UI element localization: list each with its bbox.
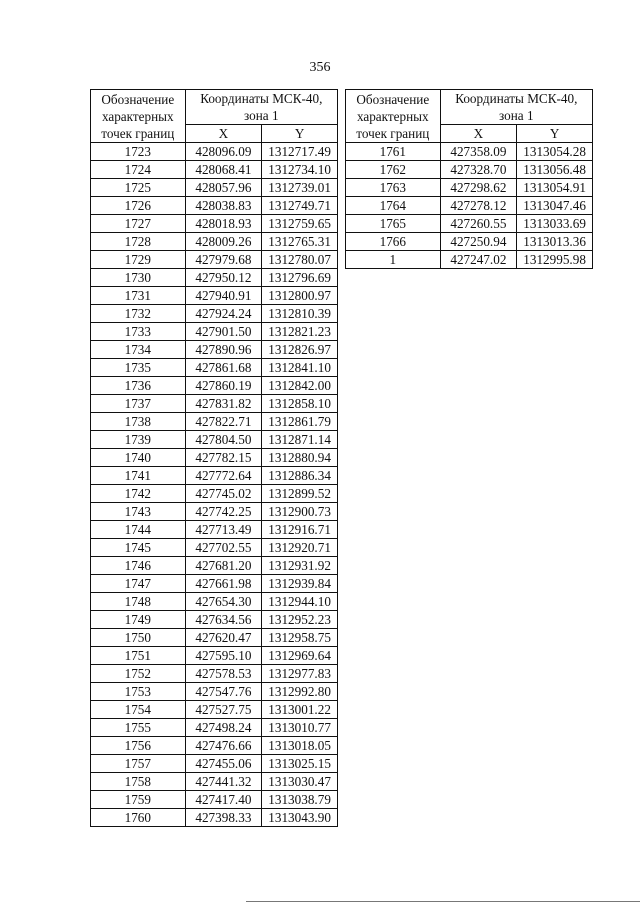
point-id-cell: 1761 <box>346 143 441 161</box>
x-coordinate-cell: 427681.20 <box>185 557 262 575</box>
point-id-cell: 1751 <box>91 647 186 665</box>
table-row <box>91 377 338 395</box>
table-row <box>91 323 338 341</box>
y-coordinate-cell: 1312969.64 <box>262 647 338 665</box>
point-id-cell: 1753 <box>91 683 186 701</box>
y-coordinate-cell: 1312861.79 <box>262 413 338 431</box>
y-coordinate-cell: 1312800.97 <box>262 287 338 305</box>
table-row <box>346 251 593 269</box>
point-id-cell: 1744 <box>91 521 186 539</box>
y-coordinate-cell: 1312739.01 <box>262 179 338 197</box>
table-row <box>91 305 338 323</box>
y-coordinate-cell: 1312826.97 <box>262 341 338 359</box>
table-row <box>91 431 338 449</box>
table-row <box>91 359 338 377</box>
table-row <box>346 143 593 161</box>
header-id-line: Обозначение <box>356 91 430 107</box>
point-id-cell: 1727 <box>91 215 186 233</box>
point-id-cell: 1732 <box>91 305 186 323</box>
point-id-cell: 1747 <box>91 575 186 593</box>
y-coordinate-cell: 1313033.69 <box>517 215 593 233</box>
point-id-cell: 1746 <box>91 557 186 575</box>
coordinates-table-right <box>345 89 593 269</box>
y-coordinate-cell: 1313001.22 <box>262 701 338 719</box>
header-coordinates-group <box>185 90 337 125</box>
x-coordinate-cell: 428057.96 <box>185 179 262 197</box>
table-row <box>91 233 338 251</box>
point-id-cell: 1763 <box>346 179 441 197</box>
table-row <box>91 719 338 737</box>
point-id-cell: 1725 <box>91 179 186 197</box>
y-coordinate-cell: 1312899.52 <box>262 485 338 503</box>
point-id-cell: 1726 <box>91 197 186 215</box>
header-group-line: зона 1 <box>244 108 279 123</box>
y-coordinate-cell: 1312977.83 <box>262 665 338 683</box>
table-row <box>91 611 338 629</box>
x-coordinate-cell: 427547.76 <box>185 683 262 701</box>
y-coordinate-cell: 1312944.10 <box>262 593 338 611</box>
x-coordinate-cell: 427742.25 <box>185 503 262 521</box>
table-row <box>91 791 338 809</box>
x-coordinate-cell: 427822.71 <box>185 413 262 431</box>
x-coordinate-cell: 427476.66 <box>185 737 262 755</box>
table-row <box>91 413 338 431</box>
x-coordinate-cell: 427950.12 <box>185 269 262 287</box>
table-row <box>91 503 338 521</box>
x-coordinate-cell: 427298.62 <box>440 179 517 197</box>
y-coordinate-cell: 1312920.71 <box>262 539 338 557</box>
x-coordinate-cell: 427578.53 <box>185 665 262 683</box>
point-id-cell: 1729 <box>91 251 186 269</box>
table-row <box>346 215 593 233</box>
point-id-cell: 1724 <box>91 161 186 179</box>
table-row <box>346 161 593 179</box>
x-coordinate-cell: 427247.02 <box>440 251 517 269</box>
y-coordinate-cell: 1312880.94 <box>262 449 338 467</box>
point-id-cell: 1758 <box>91 773 186 791</box>
x-coordinate-cell: 427860.19 <box>185 377 262 395</box>
point-id-cell: 1756 <box>91 737 186 755</box>
header-point-designation <box>91 90 186 143</box>
point-id-cell: 1759 <box>91 791 186 809</box>
point-id-cell: 1764 <box>346 197 441 215</box>
x-coordinate-cell: 428096.09 <box>185 143 262 161</box>
y-coordinate-cell: 1312759.65 <box>262 215 338 233</box>
table-row <box>91 593 338 611</box>
point-id-cell: 1731 <box>91 287 186 305</box>
point-id-cell: 1740 <box>91 449 186 467</box>
table-row <box>91 665 338 683</box>
point-id-cell: 1733 <box>91 323 186 341</box>
page-edge-line <box>246 901 640 902</box>
header-coordinates-group <box>440 90 592 125</box>
table-row <box>346 179 593 197</box>
y-coordinate-cell: 1312765.31 <box>262 233 338 251</box>
x-coordinate-cell: 427890.96 <box>185 341 262 359</box>
x-coordinate-cell: 427772.64 <box>185 467 262 485</box>
point-id-cell: 1752 <box>91 665 186 683</box>
y-coordinate-cell: 1313010.77 <box>262 719 338 737</box>
point-id-cell: 1762 <box>346 161 441 179</box>
y-coordinate-cell: 1313030.47 <box>262 773 338 791</box>
x-coordinate-cell: 427901.50 <box>185 323 262 341</box>
x-coordinate-cell: 428018.93 <box>185 215 262 233</box>
table-row <box>91 341 338 359</box>
table-row <box>91 197 338 215</box>
point-id-cell: 1723 <box>91 143 186 161</box>
x-coordinate-cell: 427498.24 <box>185 719 262 737</box>
y-coordinate-cell: 1313054.28 <box>517 143 593 161</box>
table-row <box>91 539 338 557</box>
x-coordinate-cell: 427702.55 <box>185 539 262 557</box>
table-row <box>91 215 338 233</box>
table-row <box>91 647 338 665</box>
x-coordinate-cell: 427782.15 <box>185 449 262 467</box>
table-row <box>91 395 338 413</box>
table-row <box>91 449 338 467</box>
y-coordinate-cell: 1313056.48 <box>517 161 593 179</box>
header-group-line: зона 1 <box>499 108 534 123</box>
table-row <box>346 197 593 215</box>
point-id-cell: 1755 <box>91 719 186 737</box>
x-coordinate-cell: 427713.49 <box>185 521 262 539</box>
x-coordinate-cell: 427831.82 <box>185 395 262 413</box>
table-row <box>91 755 338 773</box>
y-coordinate-cell: 1313043.90 <box>262 809 338 827</box>
x-coordinate-cell: 427979.68 <box>185 251 262 269</box>
point-id-cell: 1760 <box>91 809 186 827</box>
x-coordinate-cell: 427924.24 <box>185 305 262 323</box>
x-coordinate-cell: 427328.70 <box>440 161 517 179</box>
table-row <box>91 701 338 719</box>
point-id-cell: 1745 <box>91 539 186 557</box>
x-coordinate-cell: 427260.55 <box>440 215 517 233</box>
y-coordinate-cell: 1313018.05 <box>262 737 338 755</box>
y-coordinate-cell: 1312995.98 <box>517 251 593 269</box>
x-coordinate-cell: 428038.83 <box>185 197 262 215</box>
x-coordinate-cell: 427398.33 <box>185 809 262 827</box>
y-coordinate-cell: 1312939.84 <box>262 575 338 593</box>
y-coordinate-cell: 1312810.39 <box>262 305 338 323</box>
y-coordinate-cell: 1312900.73 <box>262 503 338 521</box>
table-row <box>91 809 338 827</box>
x-coordinate-cell: 427417.40 <box>185 791 262 809</box>
point-id-cell: 1737 <box>91 395 186 413</box>
header-group-line: Координаты МСК-40, <box>455 91 578 106</box>
point-id-cell: 1743 <box>91 503 186 521</box>
x-coordinate-cell: 427804.50 <box>185 431 262 449</box>
header-y: Y <box>517 125 593 143</box>
y-coordinate-cell: 1313013.36 <box>517 233 593 251</box>
point-id-cell: 1 <box>346 251 441 269</box>
table-row <box>91 683 338 701</box>
table-row <box>91 161 338 179</box>
point-id-cell: 1736 <box>91 377 186 395</box>
table-row <box>91 629 338 647</box>
coordinates-table-left <box>90 89 338 827</box>
x-coordinate-cell: 427634.56 <box>185 611 262 629</box>
y-coordinate-cell: 1312780.07 <box>262 251 338 269</box>
point-id-cell: 1728 <box>91 233 186 251</box>
table-row <box>91 467 338 485</box>
point-id-cell: 1734 <box>91 341 186 359</box>
y-coordinate-cell: 1312858.10 <box>262 395 338 413</box>
point-id-cell: 1742 <box>91 485 186 503</box>
x-coordinate-cell: 427250.94 <box>440 233 517 251</box>
point-id-cell: 1730 <box>91 269 186 287</box>
x-coordinate-cell: 427940.91 <box>185 287 262 305</box>
table-row <box>91 737 338 755</box>
header-id-line: характерных <box>101 108 174 124</box>
x-coordinate-cell: 427595.10 <box>185 647 262 665</box>
header-x: X <box>185 125 262 143</box>
table-row <box>91 773 338 791</box>
header-id-line: характерных <box>356 108 429 124</box>
table-row <box>91 575 338 593</box>
table-row <box>91 251 338 269</box>
y-coordinate-cell: 1312992.80 <box>262 683 338 701</box>
page-number: 356 <box>309 60 331 75</box>
table-row <box>91 269 338 287</box>
point-id-cell: 1741 <box>91 467 186 485</box>
y-coordinate-cell: 1312958.75 <box>262 629 338 647</box>
y-coordinate-cell: 1313025.15 <box>262 755 338 773</box>
header-x: X <box>440 125 517 143</box>
y-coordinate-cell: 1313038.79 <box>262 791 338 809</box>
x-coordinate-cell: 427861.68 <box>185 359 262 377</box>
y-coordinate-cell: 1312841.10 <box>262 359 338 377</box>
point-id-cell: 1765 <box>346 215 441 233</box>
point-id-cell: 1739 <box>91 431 186 449</box>
table-row <box>91 485 338 503</box>
x-coordinate-cell: 427620.47 <box>185 629 262 647</box>
y-coordinate-cell: 1312717.49 <box>262 143 338 161</box>
x-coordinate-cell: 428009.26 <box>185 233 262 251</box>
header-group-line: Координаты МСК-40, <box>200 91 323 106</box>
table-row <box>91 179 338 197</box>
point-id-cell: 1738 <box>91 413 186 431</box>
y-coordinate-cell: 1312952.23 <box>262 611 338 629</box>
table-row <box>91 521 338 539</box>
point-id-cell: 1735 <box>91 359 186 377</box>
header-id-line: точек границ <box>356 125 430 141</box>
table-row <box>91 143 338 161</box>
x-coordinate-cell: 427661.98 <box>185 575 262 593</box>
y-coordinate-cell: 1312871.14 <box>262 431 338 449</box>
y-coordinate-cell: 1312749.71 <box>262 197 338 215</box>
point-id-cell: 1754 <box>91 701 186 719</box>
y-coordinate-cell: 1312842.00 <box>262 377 338 395</box>
table-row <box>91 557 338 575</box>
header-y: Y <box>262 125 338 143</box>
x-coordinate-cell: 427455.06 <box>185 755 262 773</box>
x-coordinate-cell: 427441.32 <box>185 773 262 791</box>
header-id-line: точек границ <box>101 125 175 141</box>
y-coordinate-cell: 1312931.92 <box>262 557 338 575</box>
y-coordinate-cell: 1312734.10 <box>262 161 338 179</box>
point-id-cell: 1749 <box>91 611 186 629</box>
point-id-cell: 1750 <box>91 629 186 647</box>
header-point-designation <box>346 90 441 143</box>
table-row <box>91 287 338 305</box>
x-coordinate-cell: 427745.02 <box>185 485 262 503</box>
y-coordinate-cell: 1313054.91 <box>517 179 593 197</box>
x-coordinate-cell: 427527.75 <box>185 701 262 719</box>
table-row <box>346 233 593 251</box>
y-coordinate-cell: 1313047.46 <box>517 197 593 215</box>
header-id-line: Обозначение <box>101 91 175 107</box>
y-coordinate-cell: 1312821.23 <box>262 323 338 341</box>
x-coordinate-cell: 428068.41 <box>185 161 262 179</box>
y-coordinate-cell: 1312796.69 <box>262 269 338 287</box>
point-id-cell: 1748 <box>91 593 186 611</box>
x-coordinate-cell: 427278.12 <box>440 197 517 215</box>
x-coordinate-cell: 427358.09 <box>440 143 517 161</box>
y-coordinate-cell: 1312916.71 <box>262 521 338 539</box>
point-id-cell: 1766 <box>346 233 441 251</box>
point-id-cell: 1757 <box>91 755 186 773</box>
y-coordinate-cell: 1312886.34 <box>262 467 338 485</box>
x-coordinate-cell: 427654.30 <box>185 593 262 611</box>
